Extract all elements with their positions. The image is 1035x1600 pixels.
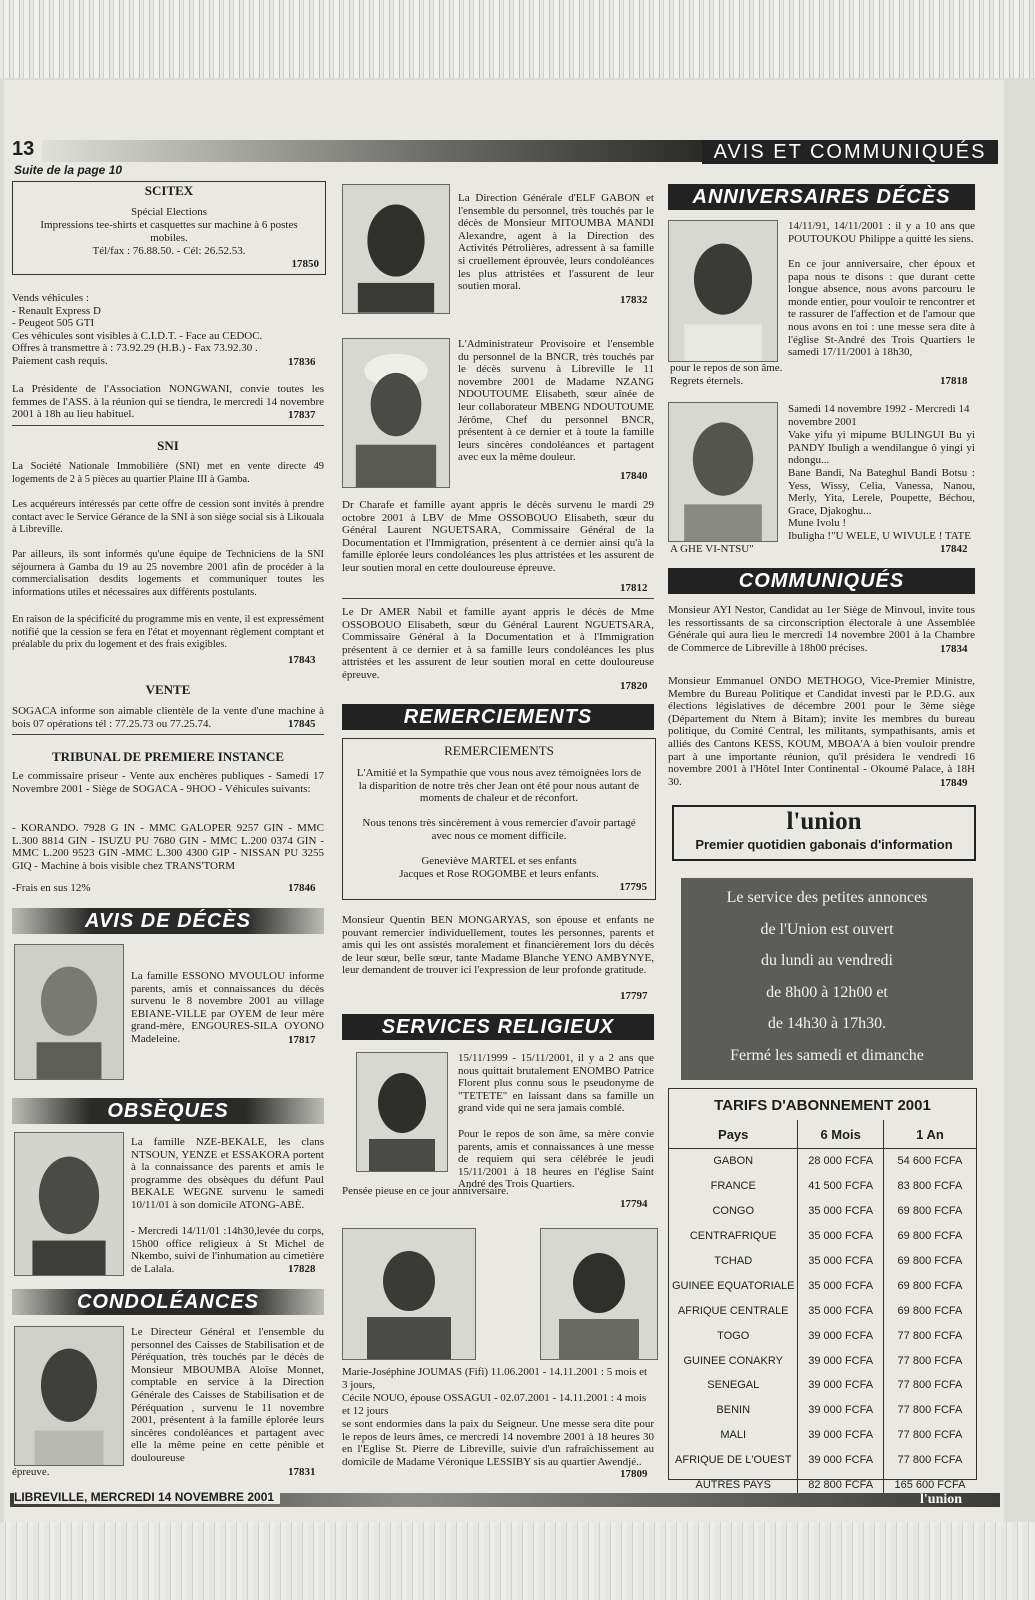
six-months-cell: 39 000 FCFA (798, 1373, 883, 1398)
remerciements-signature: Jacques et Rose ROGOMBE et leurs enfants. (399, 868, 599, 880)
table-row (669, 1373, 976, 1398)
portrait-photo (540, 1228, 658, 1360)
bulingui-text: Vake yifu yi mipume BULINGUI Bu yi PANDY Ibuligh a wendilangue ô yingi yi ndongu... (788, 429, 975, 467)
banner-avis-deces: AVIS DE DÉCÈS (12, 908, 324, 934)
banner-condoleances: CONDOLÉANCES (12, 1289, 324, 1315)
ref-number: 17840 (620, 470, 648, 482)
section-title: AVIS ET COMMUNIQUÉS (702, 140, 998, 164)
six-months-cell: 35 000 FCFA (798, 1249, 883, 1274)
remerciements-box (342, 738, 656, 900)
notice-line: de l'Union est ouvert (760, 920, 894, 938)
notice-line: de 8h00 à 12h00 et (766, 983, 888, 1001)
country-cell: CENTRAFRIQUE (689, 1230, 777, 1243)
bncr-notice: L'Administrateur Provisoire et l'ensemble du personnel de la BNCR, très touchés par le décès survenu à Libreville le 11 novembre 2001 de Madame NZANG NDOUTOUME Elisabeth, sœur aînée de leur collaborateur MBENG NDOUTOUME Jérôme, Chef du personnel BNCR, présentent à ce dernier et à toute la famille leurs sincères condoléances et partagent avec eux la même douleur. (458, 338, 654, 464)
table-row (669, 1174, 976, 1199)
table-row (669, 1273, 976, 1298)
subscription-rates-table (668, 1088, 977, 1492)
table-row (669, 1348, 976, 1373)
one-year-cell: 165 600 FCFA (883, 1473, 976, 1498)
sni-para: La Société Nationale Immobilière (SNI) met en vente directe 49 logements de 2 à 5 pièces au quartier Plaine III à Gamba. (12, 461, 324, 485)
six-months-cell: 39 000 FCFA (798, 1398, 883, 1423)
banner-remerciements: REMERCIEMENTS (342, 704, 654, 730)
banner-anniversaires: ANNIVERSAIRES DÉCÈS (668, 184, 975, 210)
portrait-photo (14, 1326, 124, 1466)
ref-number: 17828 (288, 1263, 316, 1275)
country-cell: SENEGAL (707, 1379, 760, 1392)
six-months-cell: 39 000 FCFA (798, 1448, 883, 1473)
sni-para: En raison de la spécificité du programme mis en vente, il est expressément notifié que la cession se fera en l'état et moyennant règlement comptant et préalable du prix du logement et des frais exigibles. (12, 614, 324, 651)
vehicles-line: Offres à transmettre à : 73.92.29 (H.B.) - Fax 73.92.30 . (12, 342, 258, 355)
portrait-photo (668, 220, 778, 362)
classifieds-hours-notice (681, 878, 973, 1080)
notice-line: Le service des petites annonces (726, 889, 928, 906)
six-months-cell: 82 800 FCFA (798, 1473, 883, 1498)
vente-title: VENTE (145, 682, 191, 697)
ref-number: 17831 (288, 1466, 316, 1478)
column-header: 6 Mois (798, 1120, 883, 1149)
scitex-ad (12, 181, 326, 275)
condoleances-tail: épreuve. (12, 1466, 50, 1478)
tarifs-body (669, 1149, 976, 1498)
one-year-cell: 54 600 FCFA (883, 1149, 976, 1174)
one-year-cell: 77 800 FCFA (883, 1323, 976, 1348)
country-cell: GUINEE CONAKRY (683, 1354, 783, 1367)
one-year-cell: 77 800 FCFA (883, 1348, 976, 1373)
union-logo: l'union (786, 808, 862, 835)
ref-number: 17809 (620, 1468, 648, 1480)
one-year-cell: 77 800 FCFA (883, 1373, 976, 1398)
condoleances-text: Le Directeur Général et l'ensemble du personnel des Caisses de Stabilisation et de Péréquation, très touchés par le décès de Monsieur MBOUMBA Aloïse Monnet, comptable en service à la Direction Générale des Caisses de Stabilisation et de Péréquation , survenu le 11 novembre 2001, présentent à la famille éplorée leurs sincères condoléances et partagent avec elle la même peine en cette pénible et douloureuse (131, 1326, 324, 1464)
table-row (669, 1149, 976, 1174)
bulingui-text: Samedi 14 novembre 1992 - Mercredi 14 novembre 2001 (788, 403, 970, 428)
six-months-cell: 35 000 FCFA (798, 1298, 883, 1323)
ref-number: 17845 (288, 718, 316, 730)
table-row (669, 1298, 976, 1323)
six-months-cell: 35 000 FCFA (798, 1224, 883, 1249)
table-row (669, 1249, 976, 1274)
remerciements-text: L'Amitié et la Sympathie que vous nous avez témoignées lors de la disparition de notre très cher Jean ont été pour nous autant de moments de chaleur et de réconfort. (356, 767, 642, 805)
sni-title: SNI (157, 438, 179, 453)
vehicles-line: Paiement cash requis. (12, 354, 108, 367)
ref-number: 17795 (619, 881, 647, 893)
poutoukou-tail: Regrets éternels. (670, 375, 744, 387)
scitex-title: SCITEX (144, 183, 194, 198)
ref-number: 17849 (940, 777, 968, 789)
ref-number: 17834 (940, 643, 968, 655)
country-cell: AUTRES PAYS (695, 1479, 771, 1492)
footer-dateline: LIBREVILLE, MERCREDI 14 NOVEMBRE 2001 (14, 1490, 280, 1504)
poutoukou-text: 14/11/91, 14/11/2001 : il y a 10 ans que POUTOUKOU Philippe a quitté les siens. (788, 220, 975, 245)
union-masthead-box (672, 805, 976, 861)
one-year-cell: 69 800 FCFA (883, 1249, 976, 1274)
country-cell: BENIN (716, 1404, 751, 1417)
joumas-notice: se sont endormies dans la paix du Seigneur. Une messe sera dite pour le repos de leurs âmes, ce mercredi 14 novembre 2001 à 18 heures 30 en l'Eglise St. Pierre de Libreville, suivie d'un rafraîchissement au domicile de Madame Véronique LESSIBY sis au quartier Awendjé.. (342, 1418, 654, 1468)
portrait-photo (668, 402, 778, 542)
services-text: Pour le repos de son âme, sa mère convie parents, amis et connaissances à une messe de requiem qui sera célébrée le jeudi 15/11/2001 à 18 heures en l'église Saint André des Trois Quartiers. (458, 1128, 654, 1191)
vehicles-line: - Peugeot 505 GTI (12, 317, 95, 330)
six-months-cell: 39 000 FCFA (798, 1323, 883, 1348)
bulingui-tail: A GHE VI-NTSU" (670, 543, 754, 555)
footer-logo: l'union (920, 1492, 963, 1507)
one-year-cell: 77 800 FCFA (883, 1423, 976, 1448)
ref-number: 17794 (620, 1198, 648, 1210)
banner-services-religieux: SERVICES RELIGIEUX (342, 1014, 654, 1040)
table-row (669, 1224, 976, 1249)
table-row (669, 1448, 976, 1473)
portrait-photo (342, 338, 450, 488)
bulingui-text: Bane Bandi, Na Bateghul Bandi Botsu : Yess, Wissy, Celia, Vanessa, Nanou, Merly, Yita, Lerele, Poupette, Béchou, Grace, Djakoghu... (788, 467, 975, 517)
ref-number: 17837 (288, 409, 316, 421)
banner-obseques: OBSÈQUES (12, 1098, 324, 1124)
poutoukou-tail: pour le repos de son âme. (670, 362, 783, 374)
tribunal-vehicles: - KORANDO. 7928 G IN - MMC GALOPER 9257 GIN - MMC L.300 8814 GIN - ISUZU PU 7680 GIN - MMC L.200 0374 GIN - MMC L.200 9523 GIN -MMC L.300 4300 GIP - NISSAN PU 3255 GIQ - Machine à bois visible chez TRANS'TORM (12, 822, 324, 872)
one-year-cell: 69 800 FCFA (883, 1199, 976, 1224)
divider (12, 734, 324, 735)
ref-number: 17812 (620, 582, 648, 594)
banner-communiques: COMMUNIQUÉS (668, 568, 975, 594)
services-text: 15/11/1999 - 15/11/2001, il y a 2 ans que nous quittait brutalement ENOMBO Patrice Florent plus connu sous le pseudonyme de "TETETE" en laissant dans sa famille un grand vide qui ne sera jamais comblé. (458, 1052, 654, 1115)
one-year-cell: 69 800 FCFA (883, 1224, 976, 1249)
avis-deces-text: La famille ESSONO MVOULOU informe parents, amis et connaissances du décès survenu le 8 novembre 2001 au village EBIANE-VILLE par OYEM de leur mère grand-mère, ENGOURES-SILA OYONO Madeleine. (131, 970, 324, 1045)
one-year-cell: 77 800 FCFA (883, 1448, 976, 1473)
tribunal-text: Le commissaire priseur - Vente aux enchères publiques - Samedi 17 Novembre 2001 - Siège de SOGACA - 9HOO - Véhicules suivants: (12, 770, 324, 795)
six-months-cell: 35 000 FCFA (798, 1199, 883, 1224)
country-cell: FRANCE (710, 1180, 756, 1193)
ref-number: 17820 (620, 680, 648, 692)
country-cell: MALI (720, 1429, 747, 1442)
ref-number: 17843 (288, 654, 316, 666)
vehicles-line: - Renault Express D (12, 304, 101, 317)
table-row (669, 1398, 976, 1423)
country-cell: GABON (713, 1155, 754, 1168)
scitex-line1: Spécial Elections (130, 206, 208, 218)
one-year-cell: 69 800 FCFA (883, 1273, 976, 1298)
six-months-cell: 41 500 FCFA (798, 1174, 883, 1199)
column-header: 1 An (883, 1120, 976, 1149)
joumas-notice: Cécile NOUO, épouse OSSAGUI - 02.07.2001 - 14.11.2001 : 4 mois et 12 jours (342, 1392, 647, 1417)
portrait-photo (356, 1052, 448, 1172)
remerciements-text: Nous tenons très sincèrement à vous remercier d'avoir partagé avec nous ce moment difficile. (362, 817, 636, 842)
notice-line: du lundi au vendredi (761, 952, 893, 969)
ref-number: 17817 (288, 1034, 316, 1046)
ondo-notice: Monsieur Emmanuel ONDO METHOGO, Vice-Premier Ministre, Membre du Bureau Politique et Candidat investi par le P.D.G. aux élections législatives de décembre 2001 pour le 3ème siège (Département du Ntem à Bitam); invite les membres du bureau politique, du Comité Central, les militants, sympathisants, amis et alliés des Cantons KESS, KOUM, MBOA'A à bien vouloir prendre part à une importante réunion, qu'il présidera le vendredi 16 novembre 2001 à l'Hôtel Inter Continental - Okoumé Palace, à 18H 30. (668, 675, 975, 788)
country-cell: AFRIQUE DE L'OUEST (675, 1454, 792, 1467)
amer-notice: Le Dr AMER Nabil et famille ayant appris le décès de Mme OSSOBOUO Elisabeth, sœur du Général Laurent NGUETSARA, Commissaire Général à la Documentation et à l'Immigration présentent à ce dernier et à sa famille leurs condoléances les plus attristées et les assurent de leur soutien moral en cette douloureuse épreuve. (342, 606, 654, 681)
services-tail: Pensée pieuse en ce jour anniversaire. (342, 1185, 509, 1197)
six-months-cell: 28 000 FCFA (798, 1149, 883, 1174)
table-row (669, 1199, 976, 1224)
portrait-photo (14, 944, 124, 1080)
ref-number: 17836 (288, 356, 316, 368)
table-row (669, 1323, 976, 1348)
continued-note: Suite de la page 10 (14, 163, 123, 177)
ref-number: 17797 (620, 990, 648, 1002)
ref-number: 17842 (940, 543, 968, 555)
notice-line: Fermé les samedi et dimanche (730, 1046, 924, 1064)
mongaryas-notice: Monsieur Quentin BEN MONGARYAS, son épouse et enfants ne pouvant remercier individuellement, toutes les personnes, parents et amis qui les ont assistés moralement et financièrement lors du décès de leur sœur, belle sœur, tante Madame Blanche YENO AMBYNYE, leur demandent de trouver ici l'expression de leur profonde gratitude. (342, 914, 654, 977)
bulingui-text: Mune Ivolu ! (788, 517, 847, 529)
bulingui-text: Ibuligha !"U WELE, U WIVULE ! TATE (788, 530, 971, 542)
notice-line: de 14h30 à 17h30. (767, 1015, 887, 1032)
country-cell: TCHAD (714, 1255, 753, 1267)
one-year-cell: 77 800 FCFA (883, 1398, 976, 1423)
divider (12, 425, 324, 426)
six-months-cell: 35 000 FCFA (798, 1273, 883, 1298)
poutoukou-text: En ce jour anniversaire, cher époux et papa nous te disons : que durant cette longue absence, nous avons parcouru le monde entier, pour vouloir te rencontrer et te rassurer de l'affection et de l'amour que nous avons en toi : une messe sera dite à l'église St-André des Trois Quartiers le samedi 17/11/2001 à 18h30, (788, 258, 975, 359)
ref-number: 17818 (940, 375, 968, 387)
vente-text: SOGACA informe son aimable clientèle de la vente d'une machine à bois 07 opérations tél : 77.25.73 ou 77.25.74. (12, 705, 324, 730)
country-cell: AFRIQUE CENTRALE (677, 1304, 789, 1317)
tribunal-fees: -Frais en sus 12% (12, 882, 91, 894)
scitex-line2: Impressions tee-shirts et casquettes sur machine à 6 postes mobiles. (40, 219, 298, 244)
scan-noise-top (0, 0, 1035, 78)
page-number: 13 (12, 138, 35, 160)
header-rule (42, 140, 702, 162)
portrait-photo (14, 1132, 124, 1276)
divider (342, 598, 654, 599)
table-row (669, 1423, 976, 1448)
tarifs-title: TARIFS D'ABONNEMENT 2001 (714, 1097, 931, 1114)
six-months-cell: 39 000 FCFA (798, 1348, 883, 1373)
country-cell: TOGO (717, 1329, 750, 1342)
vehicles-line: Ces véhicules sont visibles à C.I.D.T. - Face au CEDOC. (12, 329, 263, 342)
six-months-cell: 39 000 FCFA (798, 1423, 883, 1448)
union-tagline: Premier quotidien gabonais d'information (695, 837, 953, 852)
vehicles-line: Vends véhicules : (12, 292, 89, 304)
obseques-schedule: - Mercredi 14/11/01 :14h30,levée du corps, 15h00 office religieux à St Michel de Nkembo, suivi de l'inhumation au cimetière de Lalala. (131, 1225, 324, 1275)
country-cell: GUINEE EQUATORIALE (671, 1279, 795, 1292)
column-header: Pays (669, 1120, 798, 1149)
obseques-text: La famille NZE-BEKALE, les clans NTSOUN, YENZE et ESSAKORA portent à la connaissance des parents et amis le programme des obsèques du défunt Paul BEKALE WEGNE survenu le samedi 10/11/01 à son domicile ATONG-ABÈ. (131, 1136, 324, 1211)
scan-noise-bottom (0, 1522, 1035, 1600)
one-year-cell: 69 800 FCFA (883, 1298, 976, 1323)
ref-number: 17832 (620, 294, 648, 306)
ayi-notice: Monsieur AYI Nestor, Candidat au 1er Siège de Minvoul, invite tous les ressortissants de sa circonscription électorale à une Assemblée Générale qui aura lieu le mercredi 14 novembre 2001 à la Chambre de Commerce de Libreville à 18h00 précises. (668, 604, 975, 654)
remerciements-signature: Geneviève MARTEL et ses enfants (421, 855, 577, 867)
nongwani-notice: La Présidente de l'Association NONGWANI, convie toutes les femmes de l'ASS. à la réunion qui se tiendra, le mercredi 14 novembre 2001 à 18h au lieu habituel. (12, 383, 324, 421)
ref-number: 17846 (288, 882, 316, 894)
country-cell: CONGO (712, 1205, 754, 1218)
remerciements-title: REMERCIEMENTS (444, 743, 554, 758)
vehicles-ad (12, 292, 324, 368)
portrait-photo (342, 1228, 476, 1360)
sni-para: Par ailleurs, ils sont informés qu'une équipe de Techniciens de la SNI séjournera à Gamba du 19 au 25 novembre 2001 afin de procéder à la commercialisation desdits logements et communiquer toutes les informations utiles et nécessaires aux différents postulants. (12, 549, 324, 598)
ref-number: 17850 (291, 258, 319, 270)
tribunal-title: TRIBUNAL DE PREMIERE INSTANCE (52, 749, 284, 764)
scitex-line3: Tél/fax : 76.88.50. - Cél: 26.52.53. (92, 245, 246, 257)
elf-notice: La Direction Générale d'ELF GABON et l'ensemble du personnel, très touchés par le décès de Monsieur MITOUMBA MANDI Alexandre, agent à la Direction des Activités Pétrolières, adressent à sa famille si cruellement éprouvée, leurs condoléances les plus attristées et l'assurent de leur soutien moral. (458, 192, 654, 293)
sni-para: Les acquéreurs intéressés par cette offre de cession sont invités à prendre contact avec le Service Gérance de la SNI à son siège social sis à Likouala à Libreville. (12, 499, 324, 536)
joumas-notice: Marie-Joséphine JOUMAS (Fifi) 11.06.2001 - 14.11.2001 : 5 mois et 3 jours, (342, 1366, 648, 1391)
charafe-notice: Dr Charafe et famille ayant appris le décès survenu le mardi 29 octobre 2001 à LBV de Mme OSSOBOUO Elisabeth, sœur du Général Laurent NGUETSARA, Commissaire Général de la Documentation et l'Immigration, présentent à ce dernier ainsi qu'à la famille éplorée leurs condoléances les plus attristées et les assurent de leur soutien moral en cette douloureuse épreuve. (342, 499, 654, 574)
one-year-cell: 83 800 FCFA (883, 1174, 976, 1199)
portrait-photo (342, 184, 450, 314)
